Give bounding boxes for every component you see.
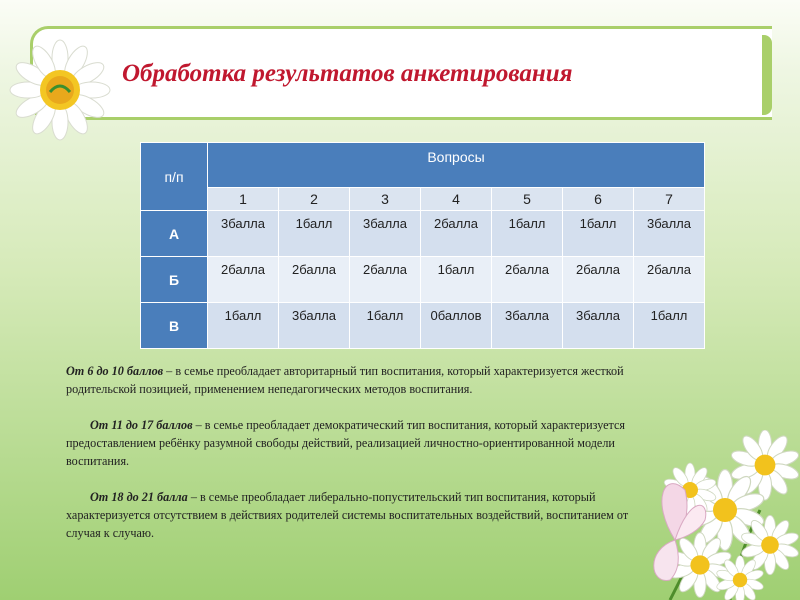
table-row xyxy=(141,211,705,257)
table-cell: 1балл xyxy=(279,211,350,257)
table-cell: 1балл xyxy=(421,257,492,303)
paragraph-authoritarian xyxy=(66,362,632,398)
table-cell: 2балла xyxy=(563,257,634,303)
row-label: Б xyxy=(141,257,208,303)
question-number: 4 xyxy=(421,188,492,211)
table-cell: 1балл xyxy=(492,211,563,257)
paragraph-body: – в семье преобладает авторитарный тип воспитания, который характеризуется жесткой родительской позицией, применением непедагогических методов воспитания. xyxy=(66,364,624,396)
paragraph-lead: От 6 до 10 баллов xyxy=(66,364,164,378)
question-number: 7 xyxy=(634,188,705,211)
paragraph-body: – в семье преобладает демократический тип воспитания, который характеризуется предоставлением ребёнку разумной свободы действий, реализацией личностно-ориентированной модели воспитания. xyxy=(66,418,626,468)
description-text xyxy=(66,362,632,560)
paragraph-liberal xyxy=(66,488,632,542)
question-number: 6 xyxy=(563,188,634,211)
table-cell: 1балл xyxy=(208,303,279,349)
table-cell: 1балл xyxy=(634,303,705,349)
daisies-decoration-icon xyxy=(630,430,800,600)
question-number: 3 xyxy=(350,188,421,211)
table-cell: 3балла xyxy=(492,303,563,349)
table-cell: 3балла xyxy=(350,211,421,257)
results-table xyxy=(140,142,705,349)
table-cell: 3балла xyxy=(634,211,705,257)
table-cell: 2балла xyxy=(634,257,705,303)
header-questions: Вопросы xyxy=(208,143,705,188)
question-number: 5 xyxy=(492,188,563,211)
header-pp: п/п xyxy=(141,143,208,211)
question-number: 2 xyxy=(279,188,350,211)
paragraph-body: – в семье преобладает либерально-попустительский тип воспитания, который характеризуется отсутствием в действиях родителей системы воспитательных воздействий, воспитанием от случая к случаю. xyxy=(66,490,629,540)
paragraph-democratic xyxy=(66,416,632,470)
table-cell: 2балла xyxy=(350,257,421,303)
table-cell: 2балла xyxy=(208,257,279,303)
table-cell: 3балла xyxy=(208,211,279,257)
table-cell: 1балл xyxy=(350,303,421,349)
table-row xyxy=(141,303,705,349)
paragraph-lead: От 11 до 17 баллов xyxy=(90,418,193,432)
table-cell: 2балла xyxy=(492,257,563,303)
table-cell: 0баллов xyxy=(421,303,492,349)
daisy-logo-icon xyxy=(8,38,112,142)
row-label: А xyxy=(141,211,208,257)
table-row xyxy=(141,257,705,303)
table-cell: 3балла xyxy=(563,303,634,349)
table-cell: 2балла xyxy=(421,211,492,257)
paragraph-lead: От 18 до 21 балла xyxy=(90,490,188,504)
row-label: В xyxy=(141,303,208,349)
table-cell: 1балл xyxy=(563,211,634,257)
table-cell: 2балла xyxy=(279,257,350,303)
table-cell: 3балла xyxy=(279,303,350,349)
slide-title: Обработка результатов анкетирования xyxy=(122,60,573,87)
question-number: 1 xyxy=(208,188,279,211)
